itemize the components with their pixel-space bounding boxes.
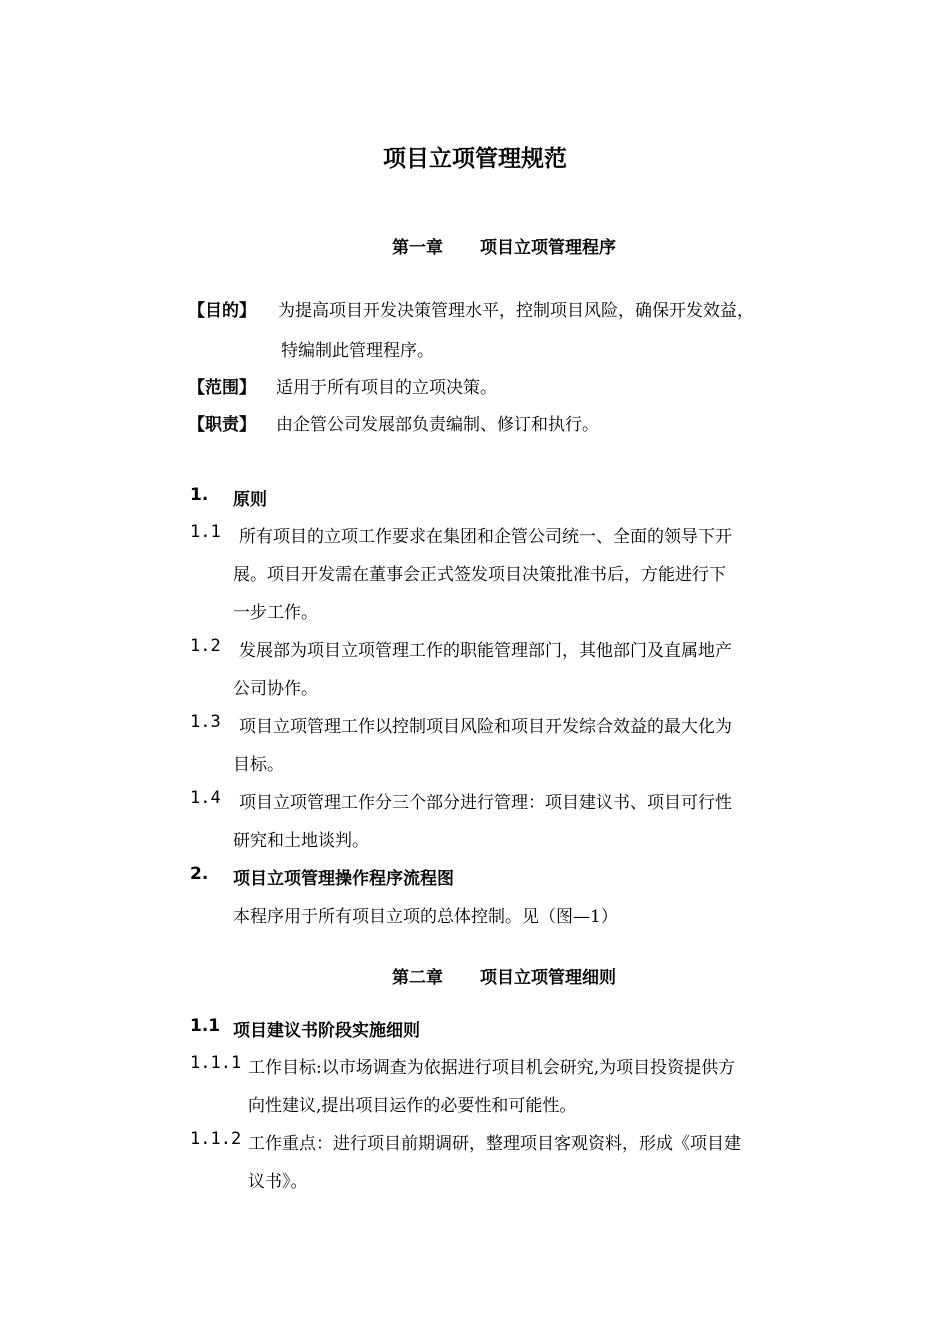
- clause-number: 1.3: [190, 712, 221, 732]
- clause-text-line: 展。项目开发需在董事会正式签发项目决策批准书后，方能进行下: [233, 565, 726, 585]
- clause-text-line: 研究和土地谈判。: [233, 831, 369, 851]
- scope-text: 适用于所有项目的立项决策。: [276, 378, 497, 398]
- document-title: 项目立项管理规范: [383, 146, 567, 172]
- sub-clause-text-line: 工作重点：进行项目前期调研，整理项目客观资料，形成《项目建: [248, 1134, 741, 1154]
- chapter-number: 第一章: [392, 238, 443, 258]
- sub-clause-text-line: 议书》。: [248, 1172, 308, 1192]
- chapter-title: 项目立项管理细则: [480, 968, 616, 988]
- section-1-number: 1.: [190, 485, 209, 505]
- chapter-heading-2: [392, 963, 616, 988]
- clause-number: 1.4: [190, 788, 221, 808]
- clause-text-line: 项目立项管理工作以控制项目风险和项目开发综合效益的最大化为: [239, 717, 732, 737]
- clause-text-line: 项目立项管理工作分三个部分进行管理：项目建议书、项目可行性: [239, 793, 732, 813]
- clause-number: 1.1: [190, 522, 221, 542]
- subsection-title: 项目建议书阶段实施细则: [233, 1021, 420, 1041]
- clause-number: 1.2: [190, 636, 221, 656]
- subsection-number: 1.1: [190, 1016, 221, 1036]
- sub-clause-number: 1.1.1: [190, 1053, 242, 1073]
- purpose-text-line-2: 特编制此管理程序。: [281, 341, 434, 361]
- chapter-title: 项目立项管理程序: [480, 238, 616, 258]
- section-2-title: 项目立项管理操作程序流程图: [233, 869, 454, 889]
- duty-tag: 【职责】: [188, 415, 256, 435]
- section-2-text: 本程序用于所有项目立项的总体控制。见（图—1）: [233, 907, 618, 927]
- clause-text-line: 所有项目的立项工作要求在集团和企管公司统一、全面的领导下开: [239, 527, 732, 547]
- sub-clause-text-line: 向性建议,提出项目运作的必要性和可能性。: [248, 1096, 577, 1116]
- sub-clause-text-line: 工作目标:以市场调查为依据进行项目机会研究,为项目投资提供方: [248, 1058, 736, 1078]
- clause-text-line: 目标。: [233, 755, 284, 775]
- chapter-number: 第二章: [392, 968, 443, 988]
- duty-text: 由企管公司发展部负责编制、修订和执行。: [276, 415, 599, 435]
- sub-clause-number: 1.1.2: [190, 1129, 242, 1149]
- section-1-title: 原则: [233, 490, 267, 510]
- scope-tag: 【范围】: [188, 378, 256, 398]
- clause-text-line: 一步工作。: [233, 603, 318, 623]
- purpose-text-line-1: 为提高项目开发决策管理水平，控制项目风险，确保开发效益，: [278, 301, 754, 321]
- clause-text-line: 发展部为项目立项管理工作的职能管理部门，其他部门及直属地产: [239, 641, 732, 661]
- section-2-number: 2.: [190, 864, 209, 884]
- purpose-tag: 【目的】: [188, 301, 256, 321]
- clause-text-line: 公司协作。: [233, 679, 318, 699]
- chapter-heading-1: [392, 233, 616, 258]
